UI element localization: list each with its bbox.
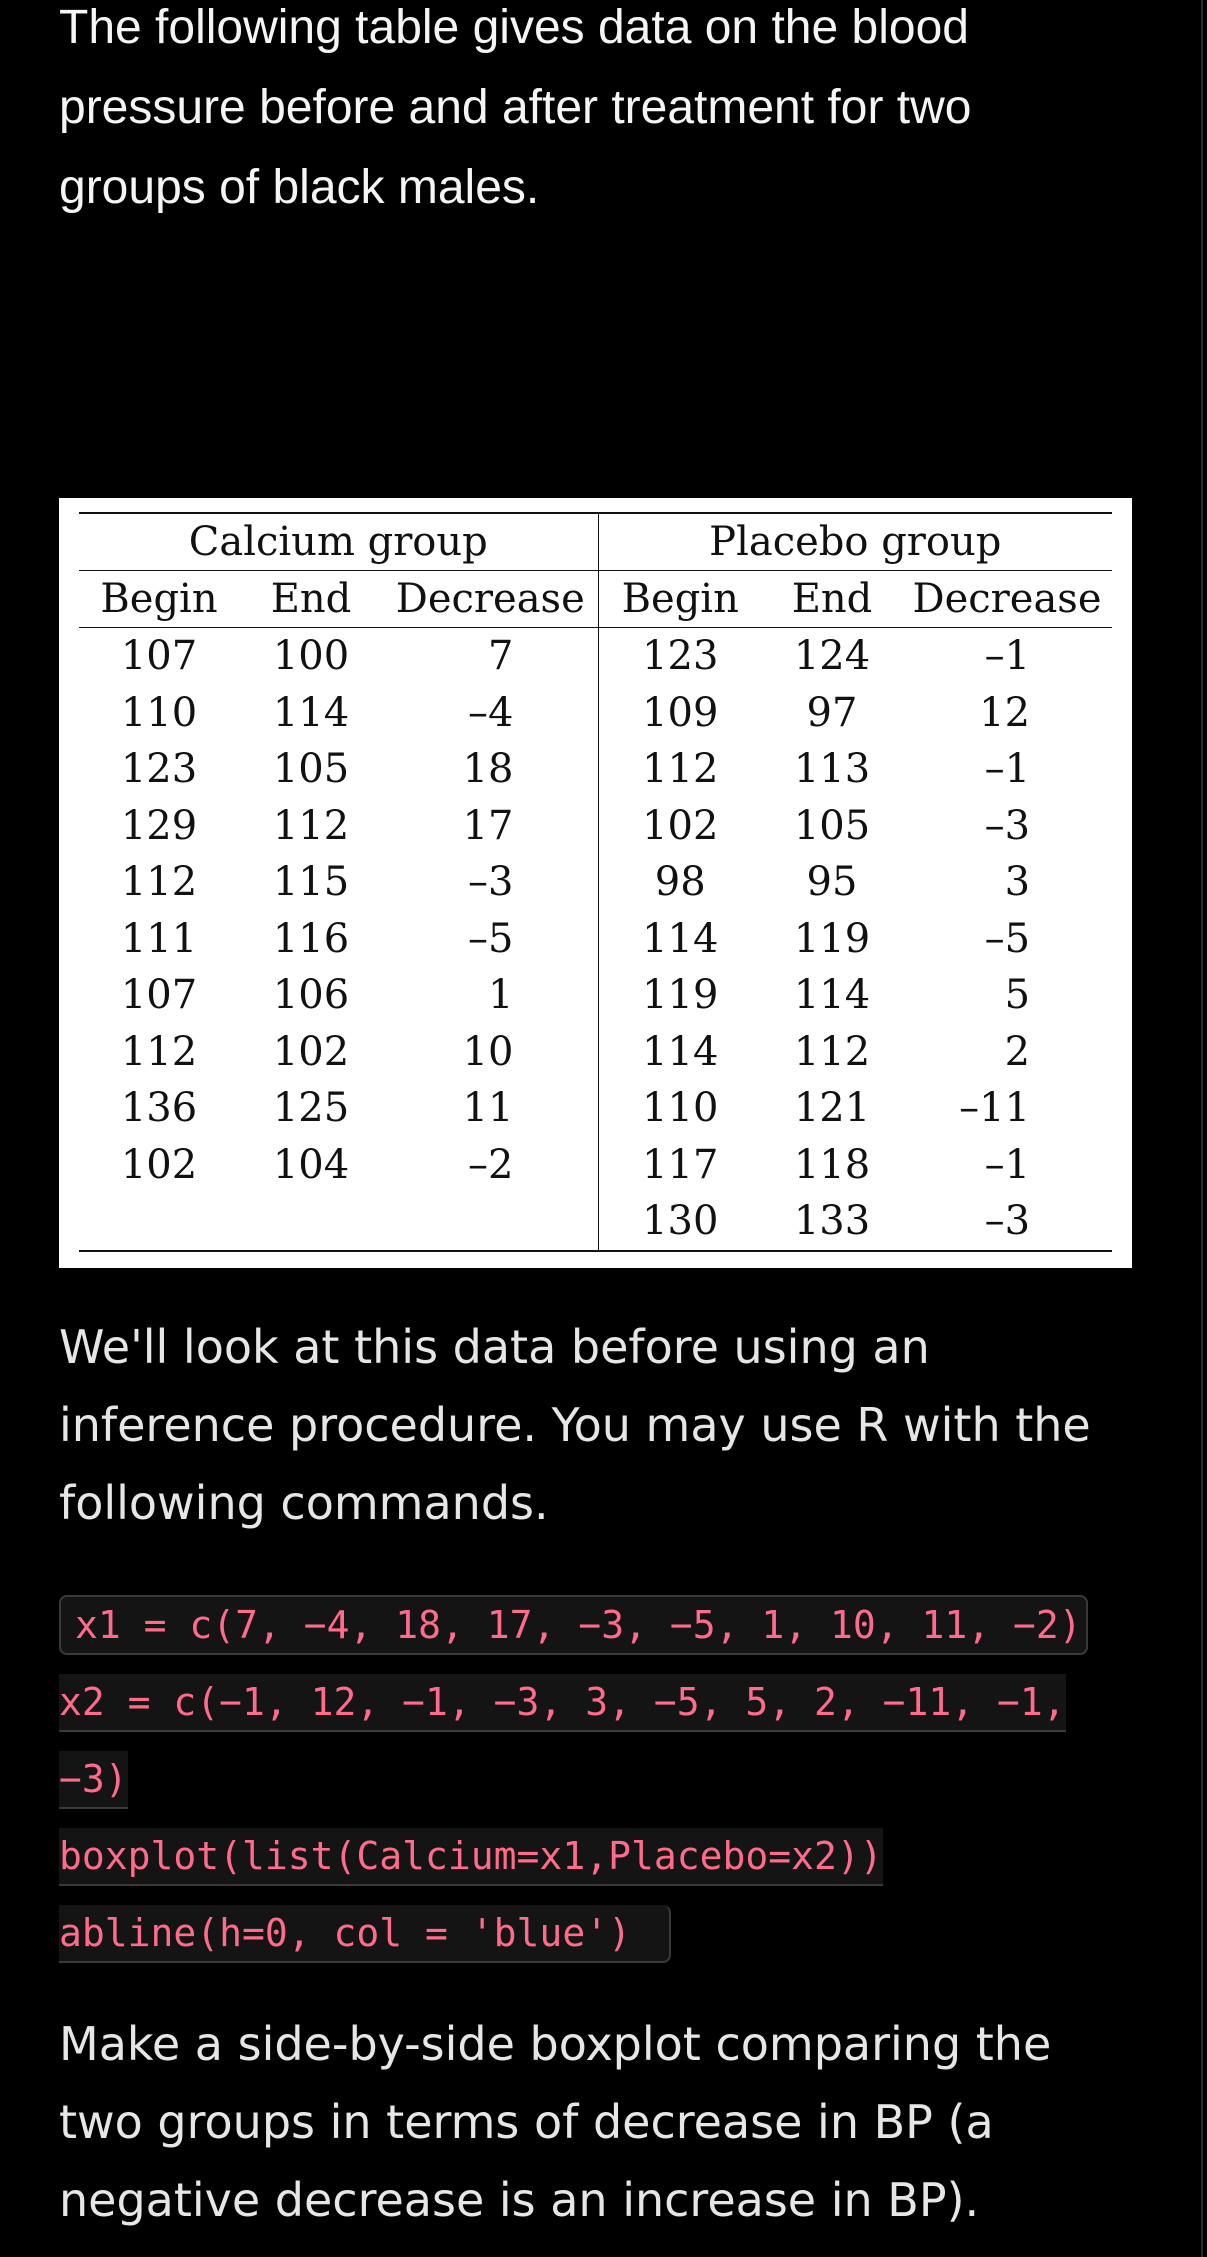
intro-paragraph: We'll look at this data before using an inference procedure. You may use R with the following commands. [59, 1320, 1091, 1530]
question-paragraph: Make a side-by-side boxplot comparing the two groups in terms of decrease in BP (a negative decrease is an increase in BP). [59, 2017, 1052, 2227]
placebo-end-cell: 119 [793, 915, 871, 962]
calcium-begin-cell: 110 [120, 689, 198, 736]
placebo-decrease-cell: 2 [1004, 1028, 1031, 1075]
calcium-decrease-cell: 17 [462, 802, 514, 849]
calcium-begin-cell: 112 [120, 1028, 198, 1075]
column-header-end: End [239, 571, 383, 628]
table-row [79, 1024, 1112, 1081]
placebo-end-cell: 124 [793, 633, 871, 680]
calcium-begin-cell: 111 [120, 915, 198, 962]
placebo-end-cell: 118 [793, 1141, 871, 1188]
calcium-begin-cell: 112 [120, 859, 198, 906]
code-line[interactable]: x1 = c(7, −4, 18, 17, −3, −5, 1, 10, 11, −2) [59, 1595, 1088, 1655]
placebo-end-cell: 114 [793, 972, 871, 1019]
table-row [79, 685, 1112, 742]
calcium-end-cell: 115 [272, 859, 350, 906]
placebo-begin-cell: 130 [598, 1193, 762, 1251]
placebo-decrease-cell: –1 [984, 746, 1031, 793]
calcium-decrease-cell: 11 [462, 1085, 514, 1132]
calcium-end-cell: 105 [272, 746, 350, 793]
calcium-decrease-cell: 1 [488, 972, 514, 1019]
calcium-end-cell: 125 [272, 1085, 350, 1132]
table-row [79, 1193, 1112, 1251]
placebo-end-cell: 112 [793, 1028, 871, 1075]
placebo-begin-cell: 114 [598, 1024, 762, 1081]
table-row [79, 854, 1112, 911]
placebo-decrease-cell: –11 [959, 1085, 1031, 1132]
placebo-begin-cell: 98 [598, 854, 762, 911]
code-line[interactable]: abline(h=0, col = 'blue') [59, 1905, 671, 1963]
placebo-begin-cell: 112 [598, 741, 762, 798]
table-row [79, 911, 1112, 968]
calcium-begin-cell: 123 [120, 746, 198, 793]
placebo-decrease-cell: –1 [984, 633, 1031, 680]
placebo-decrease-cell: 12 [979, 689, 1031, 736]
calcium-decrease-cell: –4 [468, 689, 514, 736]
calcium-end-cell: 104 [272, 1141, 350, 1188]
code-line[interactable]: boxplot(list(Calcium=x1,Placebo=x2)) [59, 1828, 883, 1886]
table-row [79, 741, 1112, 798]
code-line[interactable]: −3) [59, 1751, 128, 1809]
column-header-end: End [762, 571, 902, 628]
column-header-begin: Begin [598, 571, 762, 628]
calcium-end-cell: 106 [272, 972, 350, 1019]
placebo-begin-cell: 109 [598, 685, 762, 742]
r-code-block[interactable] [59, 1587, 1149, 1972]
placebo-begin-cell: 119 [598, 967, 762, 1024]
calcium-end-cell [239, 1193, 383, 1251]
code-line[interactable]: x2 = c(−1, 12, −1, −3, 3, −5, 5, 2, −11, −1, [59, 1674, 1066, 1732]
intro-heading: The following table gives data on the blood pressure before and after treatment for two groups of black males. [59, 1, 972, 214]
blood-pressure-table [79, 512, 1112, 1252]
placebo-decrease-cell: –1 [984, 1141, 1031, 1188]
column-header-begin: Begin [79, 571, 239, 628]
calcium-decrease-cell [383, 1193, 598, 1251]
table-row [79, 628, 1112, 685]
table-row [79, 798, 1112, 855]
placebo-begin-cell: 110 [598, 1080, 762, 1137]
calcium-begin-cell: 129 [120, 802, 198, 849]
calcium-decrease-cell: –2 [468, 1141, 514, 1188]
placebo-end-cell: 121 [793, 1085, 871, 1132]
placebo-begin-cell: 117 [598, 1137, 762, 1194]
calcium-begin-cell: 107 [120, 633, 198, 680]
placebo-decrease-cell: –5 [984, 915, 1031, 962]
table-row [79, 967, 1112, 1024]
blood-pressure-table-image [59, 498, 1132, 1268]
column-header-decrease: Decrease [902, 571, 1112, 628]
placebo-group-header: Placebo group [598, 513, 1112, 571]
calcium-decrease-cell: 18 [462, 746, 514, 793]
placebo-decrease-cell: –3 [984, 802, 1031, 849]
placebo-begin-cell: 114 [598, 911, 762, 968]
calcium-end-cell: 100 [272, 633, 350, 680]
column-header-decrease: Decrease [383, 571, 598, 628]
placebo-end-cell: 97 [806, 689, 858, 736]
calcium-begin-cell: 136 [120, 1085, 198, 1132]
calcium-begin-cell [79, 1193, 239, 1251]
placebo-decrease-cell: 5 [1004, 972, 1031, 1019]
table-row [79, 1137, 1112, 1194]
calcium-end-cell: 114 [272, 689, 350, 736]
placebo-begin-cell: 123 [598, 628, 762, 685]
calcium-decrease-cell: 10 [462, 1028, 514, 1075]
placebo-begin-cell: 102 [598, 798, 762, 855]
placebo-end-cell: 95 [806, 859, 858, 906]
calcium-group-header: Calcium group [79, 513, 598, 571]
calcium-end-cell: 102 [272, 1028, 350, 1075]
calcium-end-cell: 116 [272, 915, 350, 962]
calcium-begin-cell: 107 [120, 972, 198, 1019]
table-body [79, 628, 1112, 1251]
calcium-end-cell: 112 [272, 802, 350, 849]
placebo-decrease-cell: –3 [902, 1193, 1112, 1251]
placebo-end-cell: 113 [793, 746, 871, 793]
calcium-decrease-cell: –5 [468, 915, 514, 962]
placebo-end-cell: 105 [793, 802, 871, 849]
table-row [79, 1080, 1112, 1137]
page-scrollbar-edge [1201, 0, 1203, 2257]
calcium-decrease-cell: 7 [488, 633, 514, 680]
calcium-decrease-cell: –3 [468, 859, 514, 906]
calcium-begin-cell: 102 [120, 1141, 198, 1188]
placebo-end-cell: 133 [762, 1193, 902, 1251]
placebo-decrease-cell: 3 [1004, 859, 1031, 906]
